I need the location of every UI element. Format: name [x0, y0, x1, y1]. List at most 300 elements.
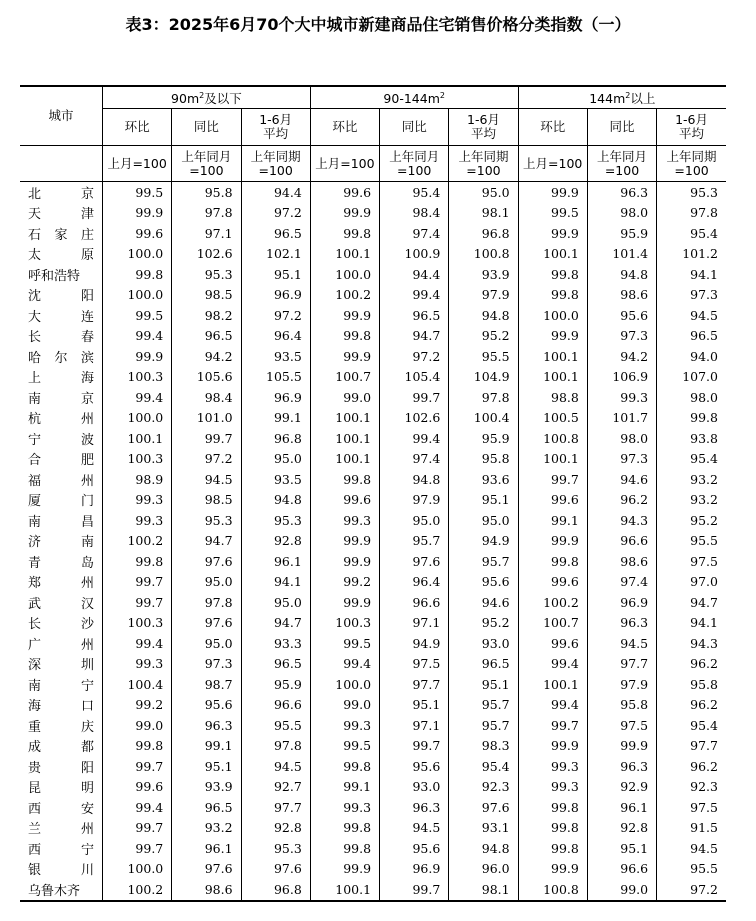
- index-value-cell: 96.5: [380, 305, 449, 326]
- table-row: [20, 449, 726, 470]
- index-value-cell: 100.3: [310, 613, 379, 634]
- index-value-cell: 94.5: [380, 818, 449, 839]
- city-cell: [20, 326, 103, 347]
- city-cell: [20, 777, 103, 798]
- table-row: [20, 797, 726, 818]
- index-value-cell: 100.0: [103, 285, 172, 306]
- city-name: 南 宁: [28, 678, 94, 694]
- city-cell: [20, 428, 103, 449]
- index-value-cell: 94.5: [587, 633, 656, 654]
- index-value-cell: 99.8: [518, 551, 587, 572]
- index-value-cell: 96.2: [690, 697, 718, 713]
- city-name: 南 昌: [28, 514, 94, 530]
- index-value-cell: 99.8: [310, 756, 379, 777]
- index-value-cell: 97.3: [172, 654, 241, 675]
- city-name: 郑 州: [28, 576, 94, 592]
- index-value-cell: 100.9: [380, 244, 449, 265]
- index-value-cell: 93.8: [690, 430, 718, 446]
- index-value-cell: 97.2: [241, 203, 310, 224]
- index-value-cell: 100.1: [310, 244, 379, 265]
- index-value-cell: 99.5: [518, 203, 587, 224]
- index-value-cell: 92.7: [241, 777, 310, 798]
- city-name: 呼和浩特: [28, 268, 81, 284]
- city-name: 哈 尔 滨: [28, 350, 94, 366]
- ytd-avg-header: 1-6月 平均: [449, 109, 518, 146]
- index-value-cell: 94.5: [690, 307, 718, 323]
- index-value-cell: 99.3: [103, 654, 172, 675]
- index-value-cell: 97.7: [587, 654, 656, 675]
- index-value-cell: 93.6: [449, 469, 518, 490]
- index-value-cell: 99.3: [518, 756, 587, 777]
- table-row: [20, 613, 726, 634]
- index-value-cell: 96.5: [241, 223, 310, 244]
- index-value-cell: 95.4: [380, 182, 449, 203]
- index-value-cell: 94.8: [449, 305, 518, 326]
- table-row: [20, 531, 726, 552]
- index-value-cell: 99.4: [380, 428, 449, 449]
- index-value-cell: 97.1: [172, 223, 241, 244]
- index-value-cell: 105.6: [172, 367, 241, 388]
- index-value-cell: 96.3: [587, 756, 656, 777]
- index-value-cell: 97.8: [241, 736, 310, 757]
- index-value-cell: 94.1: [241, 572, 310, 593]
- index-value-cell: 100.1: [518, 674, 587, 695]
- index-value-cell: 97.2: [380, 346, 449, 367]
- group-header-medium: $90-144m^2$: [310, 86, 518, 109]
- index-value-cell: 95.8: [449, 449, 518, 470]
- table-row: [20, 428, 726, 449]
- index-value-cell: 97.4: [587, 572, 656, 593]
- city-name: 福 州: [28, 473, 94, 489]
- city-name: 乌鲁木齐: [28, 883, 81, 899]
- index-value-cell: 97.6: [172, 551, 241, 572]
- index-value-cell: 95.2: [449, 326, 518, 347]
- index-value-cell: 93.9: [172, 777, 241, 798]
- city-name: 大 连: [28, 309, 94, 325]
- index-value-cell: 95.0: [241, 592, 310, 613]
- index-value-cell: 97.2: [241, 305, 310, 326]
- table-row: [20, 469, 726, 490]
- index-value-cell: 95.9: [449, 428, 518, 449]
- index-value-cell: 96.3: [172, 715, 241, 736]
- table-row: [20, 572, 726, 593]
- index-value-cell: 95.0: [449, 182, 518, 203]
- table-row: [20, 203, 726, 224]
- index-value-cell: 96.4: [380, 572, 449, 593]
- index-value-cell: 91.5: [690, 820, 718, 836]
- table-row: [20, 244, 726, 265]
- index-value-cell: 96.6: [587, 859, 656, 880]
- index-value-cell: 93.3: [241, 633, 310, 654]
- city-name: 海 口: [28, 699, 94, 715]
- city-cell: [20, 469, 103, 490]
- header-row-groups: [20, 86, 726, 109]
- index-value-cell: 102.6: [380, 408, 449, 429]
- index-value-cell: 97.5: [690, 553, 718, 569]
- index-value-cell: 99.3: [310, 797, 379, 818]
- index-value-cell: 99.7: [103, 818, 172, 839]
- city-name: 厦 门: [28, 494, 94, 510]
- city-cell: [20, 244, 103, 265]
- index-value-cell: 99.6: [310, 490, 379, 511]
- index-value-cell: 97.3: [587, 326, 656, 347]
- index-value-cell: 100.8: [449, 244, 518, 265]
- city-name: 广 州: [28, 637, 94, 653]
- yoy-header: 同比: [380, 109, 449, 146]
- table-row: [20, 510, 726, 531]
- index-value-cell: 99.7: [518, 469, 587, 490]
- index-value-cell: 99.7: [380, 879, 449, 901]
- index-value-cell: 105.4: [380, 367, 449, 388]
- index-value-cell: 100.3: [103, 449, 172, 470]
- index-value-cell: 95.1: [587, 838, 656, 859]
- index-value-cell: 99.8: [690, 410, 718, 426]
- city-cell: [20, 408, 103, 429]
- index-value-cell: 95.8: [690, 676, 718, 692]
- index-value-cell: 95.2: [690, 512, 718, 528]
- index-value-cell: 99.9: [518, 326, 587, 347]
- index-value-cell: 99.1: [310, 777, 379, 798]
- index-value-cell: 100.4: [103, 674, 172, 695]
- index-value-cell: 96.5: [241, 654, 310, 675]
- city-cell: [20, 367, 103, 388]
- base-prev-year-month-header: 上年同月 =100: [587, 146, 656, 182]
- index-value-cell: 99.6: [518, 490, 587, 511]
- header-row-bases: [20, 146, 726, 182]
- base-header-empty: [20, 146, 103, 182]
- index-value-cell: 99.8: [518, 285, 587, 306]
- index-value-cell: 97.0: [690, 574, 718, 590]
- index-value-cell: 95.1: [449, 490, 518, 511]
- index-value-cell: 97.6: [241, 859, 310, 880]
- index-value-cell: 98.0: [587, 203, 656, 224]
- index-value-cell: 97.9: [449, 285, 518, 306]
- index-value-cell: 99.9: [310, 203, 379, 224]
- index-value-cell: 99.3: [518, 777, 587, 798]
- index-value-cell: 94.9: [449, 531, 518, 552]
- index-value-cell: 99.8: [518, 818, 587, 839]
- table-row: [20, 346, 726, 367]
- index-value-cell: 95.6: [449, 572, 518, 593]
- index-value-cell: 99.3: [103, 510, 172, 531]
- index-value-cell: 99.4: [103, 326, 172, 347]
- index-value-cell: 99.8: [518, 838, 587, 859]
- index-value-cell: 97.6: [449, 797, 518, 818]
- index-value-cell: 96.2: [587, 490, 656, 511]
- table-row: [20, 736, 726, 757]
- index-value-cell: 100.0: [103, 408, 172, 429]
- index-value-cell: 93.2: [172, 818, 241, 839]
- index-value-cell: 94.5: [690, 840, 718, 856]
- index-value-cell: 99.9: [310, 859, 379, 880]
- index-value-cell: 99.7: [380, 387, 449, 408]
- index-value-cell: 93.5: [241, 469, 310, 490]
- index-value-cell: 100.2: [103, 879, 172, 901]
- index-value-cell: 99.4: [310, 654, 379, 675]
- index-value-cell: 98.8: [518, 387, 587, 408]
- index-value-cell: 95.5: [241, 715, 310, 736]
- index-value-cell: 99.0: [310, 695, 379, 716]
- index-value-cell: 95.3: [172, 264, 241, 285]
- index-value-cell: 99.8: [310, 223, 379, 244]
- index-value-cell: 100.7: [310, 367, 379, 388]
- index-value-cell: 99.5: [310, 633, 379, 654]
- index-value-cell: 96.3: [587, 613, 656, 634]
- index-value-cell: 95.0: [449, 510, 518, 531]
- price-index-table: [20, 85, 726, 902]
- city-name: 杭 州: [28, 412, 94, 428]
- base-prev-year-month-header: 上年同月 =100: [380, 146, 449, 182]
- index-value-cell: 99.4: [380, 285, 449, 306]
- ytd-avg-header: 1-6月 平均: [241, 109, 310, 146]
- base-prev-month-header: 上月=100: [103, 146, 172, 182]
- index-value-cell: 99.5: [310, 736, 379, 757]
- city-cell: [20, 551, 103, 572]
- index-value-cell: 98.5: [172, 490, 241, 511]
- city-cell: [20, 387, 103, 408]
- index-value-cell: 97.6: [172, 613, 241, 634]
- city-name: 青 岛: [28, 555, 94, 571]
- index-value-cell: 99.1: [241, 408, 310, 429]
- city-name: 合 肥: [28, 453, 94, 469]
- index-value-cell: 102.1: [241, 244, 310, 265]
- index-value-cell: 104.9: [449, 367, 518, 388]
- index-value-cell: 105.5: [241, 367, 310, 388]
- header-row-subtypes: [20, 109, 726, 146]
- index-value-cell: 99.9: [103, 203, 172, 224]
- index-value-cell: 97.4: [380, 449, 449, 470]
- index-value-cell: 94.0: [690, 348, 718, 364]
- index-value-cell: 95.5: [690, 861, 718, 877]
- index-value-cell: 95.3: [172, 510, 241, 531]
- city-cell: [20, 182, 103, 203]
- index-value-cell: 93.1: [449, 818, 518, 839]
- city-name: 长 沙: [28, 617, 94, 633]
- index-value-cell: 100.1: [310, 879, 379, 901]
- table-row: [20, 879, 726, 901]
- city-name: 重 庆: [28, 719, 94, 735]
- city-cell: [20, 285, 103, 306]
- base-prev-year-period-header: 上年同期 =100: [241, 146, 310, 182]
- index-value-cell: 100.3: [103, 367, 172, 388]
- index-value-cell: 97.4: [380, 223, 449, 244]
- index-value-cell: 92.8: [241, 531, 310, 552]
- index-value-cell: 101.4: [587, 244, 656, 265]
- index-value-cell: 99.9: [310, 551, 379, 572]
- index-value-cell: 97.8: [449, 387, 518, 408]
- index-value-cell: 99.7: [103, 756, 172, 777]
- index-value-cell: 98.0: [690, 389, 718, 405]
- index-value-cell: 92.3: [449, 777, 518, 798]
- index-value-cell: 95.1: [380, 695, 449, 716]
- index-value-cell: 100.1: [310, 408, 379, 429]
- table-row: [20, 551, 726, 572]
- index-value-cell: 95.0: [380, 510, 449, 531]
- index-value-cell: 92.8: [241, 818, 310, 839]
- index-value-cell: 97.1: [380, 613, 449, 634]
- index-value-cell: 93.9: [449, 264, 518, 285]
- index-value-cell: 99.7: [103, 572, 172, 593]
- index-value-cell: 95.9: [241, 674, 310, 695]
- index-value-cell: 95.6: [380, 838, 449, 859]
- index-value-cell: 100.1: [518, 244, 587, 265]
- city-cell: [20, 859, 103, 880]
- index-value-cell: 100.0: [103, 244, 172, 265]
- index-value-cell: 101.2: [682, 246, 718, 262]
- city-cell: [20, 674, 103, 695]
- index-value-cell: 94.8: [380, 469, 449, 490]
- index-value-cell: 95.0: [172, 633, 241, 654]
- index-value-cell: 94.7: [380, 326, 449, 347]
- index-value-cell: 93.0: [449, 633, 518, 654]
- city-name: 天 津: [28, 207, 94, 223]
- city-cell: [20, 449, 103, 470]
- index-value-cell: 99.8: [310, 818, 379, 839]
- index-value-cell: 92.9: [587, 777, 656, 798]
- index-value-cell: 94.8: [587, 264, 656, 285]
- index-value-cell: 96.5: [449, 654, 518, 675]
- index-value-cell: 95.0: [241, 449, 310, 470]
- index-value-cell: 97.7: [690, 738, 718, 754]
- index-value-cell: 96.8: [241, 428, 310, 449]
- index-value-cell: 96.4: [241, 326, 310, 347]
- index-value-cell: 95.7: [380, 531, 449, 552]
- table-row: [20, 859, 726, 880]
- index-value-cell: 101.0: [172, 408, 241, 429]
- table-row: [20, 838, 726, 859]
- index-value-cell: 99.9: [587, 736, 656, 757]
- city-cell: [20, 613, 103, 634]
- city-cell: [20, 490, 103, 511]
- index-value-cell: 95.8: [172, 182, 241, 203]
- index-value-cell: 99.9: [518, 531, 587, 552]
- city-name: 上 海: [28, 371, 94, 387]
- city-name: 银 川: [28, 863, 94, 879]
- index-value-cell: 100.1: [310, 428, 379, 449]
- index-value-cell: 99.8: [518, 797, 587, 818]
- index-value-cell: 99.6: [310, 182, 379, 203]
- city-name: 西 安: [28, 801, 94, 817]
- index-value-cell: 100.0: [310, 264, 379, 285]
- index-value-cell: 96.1: [587, 797, 656, 818]
- index-value-cell: 100.0: [310, 674, 379, 695]
- index-value-cell: 97.7: [241, 797, 310, 818]
- index-value-cell: 99.0: [310, 387, 379, 408]
- table-row: [20, 223, 726, 244]
- index-value-cell: 97.5: [587, 715, 656, 736]
- index-value-cell: 99.8: [310, 326, 379, 347]
- table-row: [20, 715, 726, 736]
- index-value-cell: 95.8: [587, 695, 656, 716]
- index-value-cell: 97.8: [172, 203, 241, 224]
- index-value-cell: 99.9: [518, 223, 587, 244]
- index-value-cell: 94.2: [587, 346, 656, 367]
- index-value-cell: 106.9: [587, 367, 656, 388]
- city-cell: [20, 305, 103, 326]
- index-value-cell: 100.2: [103, 531, 172, 552]
- table-header: [20, 86, 726, 182]
- city-name: 昆 明: [28, 781, 94, 797]
- index-value-cell: 97.8: [690, 205, 718, 221]
- index-value-cell: 99.5: [103, 182, 172, 203]
- index-value-cell: 94.8: [449, 838, 518, 859]
- index-value-cell: 99.8: [103, 736, 172, 757]
- index-value-cell: 99.7: [380, 736, 449, 757]
- index-value-cell: 94.1: [690, 615, 718, 631]
- index-value-cell: 97.3: [690, 287, 718, 303]
- city-cell: [20, 346, 103, 367]
- table-row: [20, 695, 726, 716]
- mom-header: 环比: [310, 109, 379, 146]
- index-value-cell: 97.9: [380, 490, 449, 511]
- index-value-cell: 98.5: [172, 285, 241, 306]
- index-value-cell: 96.9: [241, 387, 310, 408]
- index-value-cell: 99.6: [518, 633, 587, 654]
- index-value-cell: 94.6: [449, 592, 518, 613]
- index-value-cell: 98.4: [380, 203, 449, 224]
- table-row: [20, 818, 726, 839]
- index-value-cell: 96.0: [449, 859, 518, 880]
- table-body: [20, 182, 726, 901]
- city-name: 深 圳: [28, 658, 94, 674]
- mom-header: 环比: [518, 109, 587, 146]
- index-value-cell: 93.2: [690, 492, 718, 508]
- city-name: 太 原: [28, 248, 94, 264]
- index-value-cell: 99.4: [103, 797, 172, 818]
- index-value-cell: 99.4: [518, 654, 587, 675]
- index-value-cell: 96.5: [690, 328, 718, 344]
- index-value-cell: 94.4: [380, 264, 449, 285]
- index-value-cell: 99.1: [172, 736, 241, 757]
- index-value-cell: 96.6: [241, 695, 310, 716]
- index-value-cell: 100.7: [518, 613, 587, 634]
- city-cell: [20, 818, 103, 839]
- index-value-cell: 96.8: [241, 879, 310, 901]
- index-value-cell: 94.4: [241, 182, 310, 203]
- index-value-cell: 99.7: [103, 592, 172, 613]
- index-value-cell: 99.3: [310, 510, 379, 531]
- index-value-cell: 98.2: [172, 305, 241, 326]
- index-value-cell: 98.1: [449, 879, 518, 901]
- index-value-cell: 99.0: [587, 879, 656, 901]
- index-value-cell: 95.4: [690, 451, 718, 467]
- table-row: [20, 592, 726, 613]
- index-value-cell: 98.6: [587, 285, 656, 306]
- index-value-cell: 95.9: [587, 223, 656, 244]
- index-value-cell: 100.1: [310, 449, 379, 470]
- city-name: 沈 阳: [28, 289, 94, 305]
- index-value-cell: 92.3: [690, 779, 718, 795]
- index-value-cell: 99.2: [310, 572, 379, 593]
- index-value-cell: 100.3: [103, 613, 172, 634]
- index-value-cell: 99.7: [518, 715, 587, 736]
- index-value-cell: 93.5: [241, 346, 310, 367]
- index-value-cell: 100.1: [518, 346, 587, 367]
- index-value-cell: 99.9: [518, 736, 587, 757]
- index-value-cell: 99.7: [103, 838, 172, 859]
- index-value-cell: 97.2: [657, 879, 726, 901]
- index-value-cell: 96.5: [172, 797, 241, 818]
- index-value-cell: 99.6: [103, 223, 172, 244]
- index-value-cell: 99.3: [103, 490, 172, 511]
- ytd-avg-header: 1-6月 平均: [657, 109, 726, 146]
- index-value-cell: 99.1: [518, 510, 587, 531]
- city-name: 北 京: [28, 186, 94, 202]
- index-value-cell: 96.6: [380, 592, 449, 613]
- index-value-cell: 95.7: [449, 695, 518, 716]
- table-row: [20, 367, 726, 388]
- index-value-cell: 99.6: [518, 572, 587, 593]
